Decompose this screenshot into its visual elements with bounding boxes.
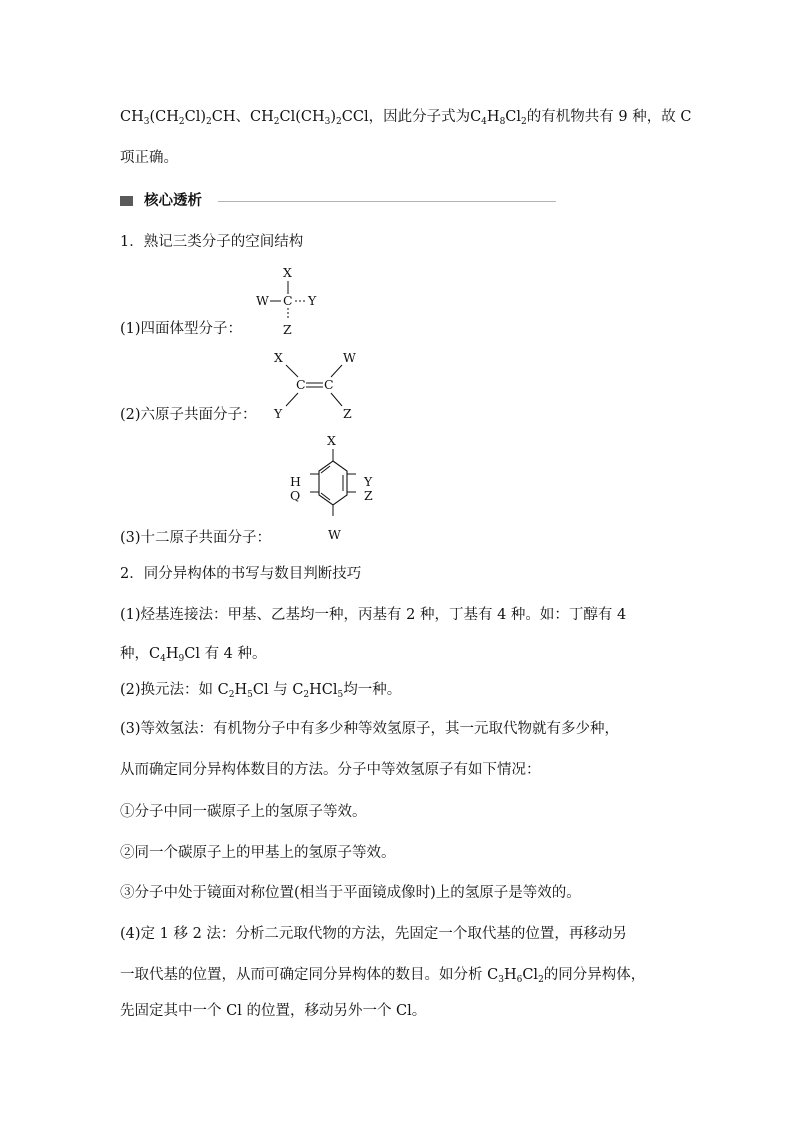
planar6-z-label: Z — [343, 406, 352, 421]
benzene-ring-diagram — [282, 428, 382, 520]
benzene-q-label: Q — [290, 488, 301, 503]
tetra-top-label: X — [283, 265, 292, 280]
method3-line1: (3)等效氢法：有机物分子中有多少种等效氢原子，其一元取代物就有多少种， — [120, 721, 620, 737]
section-divider — [218, 201, 556, 202]
intro-line-2: 项正确。 — [120, 150, 178, 166]
benzene-bottom-label: W — [328, 527, 341, 542]
planar6-x-label: X — [274, 350, 283, 365]
section-header — [120, 191, 440, 211]
tetra-bottom-label: Z — [283, 322, 292, 337]
planar6-w-label: W — [343, 350, 356, 365]
case1-line: ①分子中同一碳原子上的氢原子等效。 — [120, 804, 367, 820]
tetra-right-label: Y — [308, 293, 317, 308]
six-atom-planar-diagram — [268, 344, 368, 422]
benzene-z-label: Z — [364, 488, 373, 503]
case2-line: ②同一个碳原子上的甲基上的氢原子等效。 — [120, 845, 396, 861]
method4-line2: 一取代基的位置，从而可确定同分异构体的数目。如分析 $C_3H_6Cl_2$的同分异构体， — [120, 967, 646, 985]
method2-line: (2)换元法：如 $C_2H_5Cl$ 与 $C_2HCl_5$均一种。 — [120, 682, 402, 700]
planar6-c2-label: C — [324, 377, 334, 392]
planar6-c1-label: C — [296, 377, 306, 392]
point1-item2-label: (2)六原子共面分子： — [120, 407, 257, 423]
method4-line1: (4)定 1 移 2 法：分析二元取代物的方法，先固定一个取代基的位置，再移动另 — [120, 926, 627, 942]
point1-item3-label: (3)十二原子共面分子： — [120, 530, 272, 546]
method3-line2: 从而确定同分异构体数目的方法。分子中等效氢原子有如下情况： — [120, 762, 541, 778]
benzene-h-label: H — [290, 474, 301, 489]
tetra-center-label: C — [283, 293, 293, 308]
point1-heading: 1．熟记三类分子的空间结构 — [120, 234, 304, 250]
benzene-y-label: Y — [364, 474, 373, 489]
method1-line2: 种，$C_4H_9Cl$ 有 4 种。 — [120, 646, 267, 664]
benzene-top-label: X — [327, 433, 336, 448]
method1-line1: (1)烃基连接法：甲基、乙基均一种，丙基有 2 种，丁基有 4 种。如：丁醇有 4 — [120, 607, 627, 623]
point1-item1-label: (1)四面体型分子： — [120, 321, 243, 337]
case3-line: ③分子中处于镜面对称位置(相当于平面镜成像时)上的氢原子是等效的。 — [120, 885, 581, 901]
section-marker-icon — [120, 196, 133, 206]
tetrahedral-structure-diagram — [250, 262, 340, 338]
method4-line3: 先固定其中一个 Cl 的位置，移动另外一个 Cl。 — [120, 1003, 427, 1019]
point2-heading: 2．同分异构体的书写与数目判断技巧 — [120, 566, 362, 582]
intro-line-1: $CH_3(CH_2Cl)_2CH$、$CH_2Cl(CH_3)_2CCl$，因此分子式为$C_4H_8Cl_2$的有机物共有 9 种，故 C — [120, 109, 692, 127]
planar6-y-label: Y — [274, 406, 283, 421]
section-title: 核心透析 — [144, 193, 202, 209]
tetra-left-label: W — [256, 293, 269, 308]
